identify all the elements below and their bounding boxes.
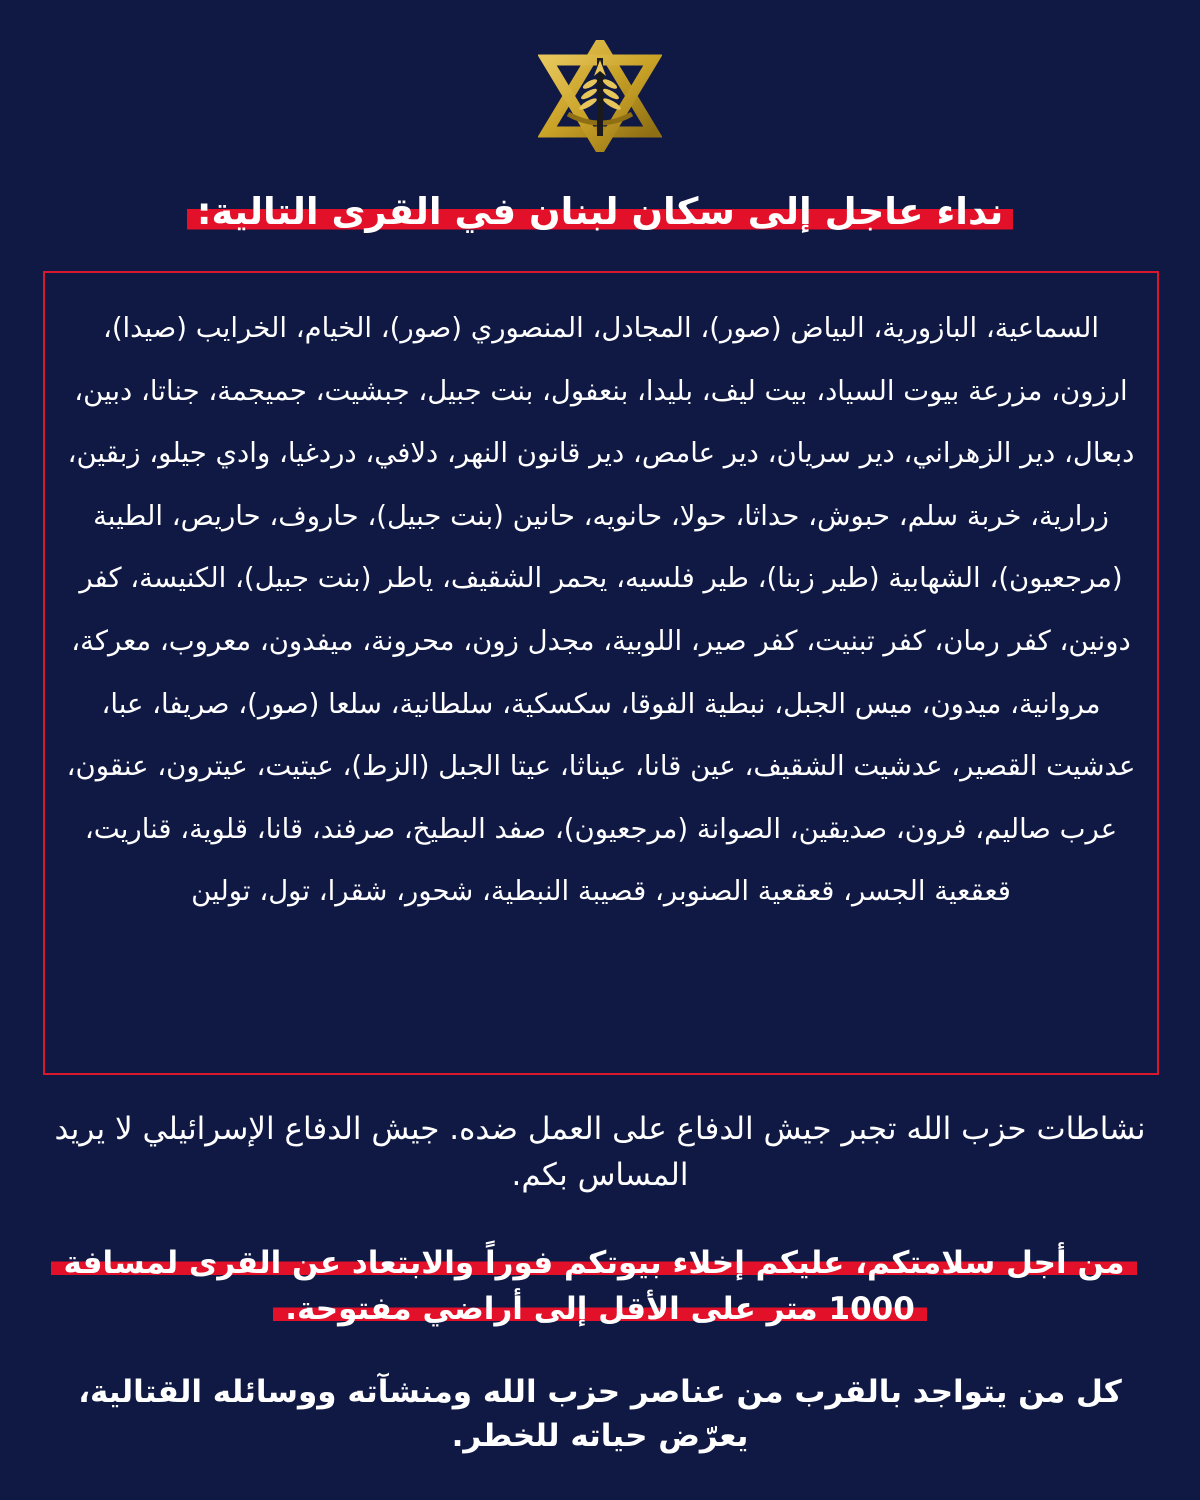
idf-emblem-icon — [538, 40, 662, 152]
title-banner — [0, 188, 1200, 236]
villages-box — [43, 271, 1159, 1075]
villages-list: السماعية، البازورية، البياض (صور)، المجادل، المنصوري (صور)، الخيام، الخرايب (صيدا)، ارزون، مزرعة بيوت السياد، بيت ليف، بليدا، بنعفول، بنت جبيل، جبشيت، جميجمة، جناتا، دبين، دبعال، دير الزهراني، دير سريان، دير عامص، دير قانون النهر، دلافي، دردغيا، وادي جيلو، زبقين، زرارية، خربة سلم، حبوش، حداثا، حولا، حانويه، حانين (بنت جبيل)، حاروف، حاريص، الطيبة (مرجعيون)، الشهابية (طير زبنا)، طير فلسيه، يحمر الشقيف، ياطر (بنت جبيل)، الكنيسة، كفر دونين، كفر رمان، كفر تبنيت، كفر صير، اللوبية، مجدل زون، محرونة، ميفدون، معروب، معركة، مروانية، ميدون، ميس الجبل، نبطية الفوقا، سكسكية، سلطانية، سلعا (صور)، صريفا، عبا، عدشيت القصير، عدشيت الشقيف، عين قانا، عيناثا، عيتا الجبل (الزط)، عيتيت، عيترون، عنقون، عرب صاليم، فرون، صديقين، الصوانة (مرجعيون)، صفد البطيخ، صرفند، قانا، قلوية، قناريت، قعقعية الجسر، قعقعية الصنوبر، قصيبة النبطية، شحور، شقرا، تول، تولين — [66, 312, 1136, 908]
danger-warning-paragraph: كل من يتواجد بالقرب من عناصر حزب الله ومنشآته ووسائله القتالية، يعرّض حياته للخطر. — [78, 1374, 1122, 1454]
evacuation-instruction-text: من أجل سلامتكم، عليكم إخلاء بيوتكم فوراً والابتعاد عن القرى لمسافة 1000 متر على الأقل إلى أراضي مفتوحة. — [51, 1245, 1136, 1327]
evacuation-instruction-paragraph — [40, 1240, 1160, 1332]
hezbollah-activity-paragraph: نشاطات حزب الله تجبر جيش الدفاع على العمل ضده. جيش الدفاع الإسرائيلي لا يريد المساس بكم. — [54, 1111, 1146, 1193]
page-title: نداء عاجل إلى سكان لبنان في القرى التالية: — [187, 188, 1013, 236]
